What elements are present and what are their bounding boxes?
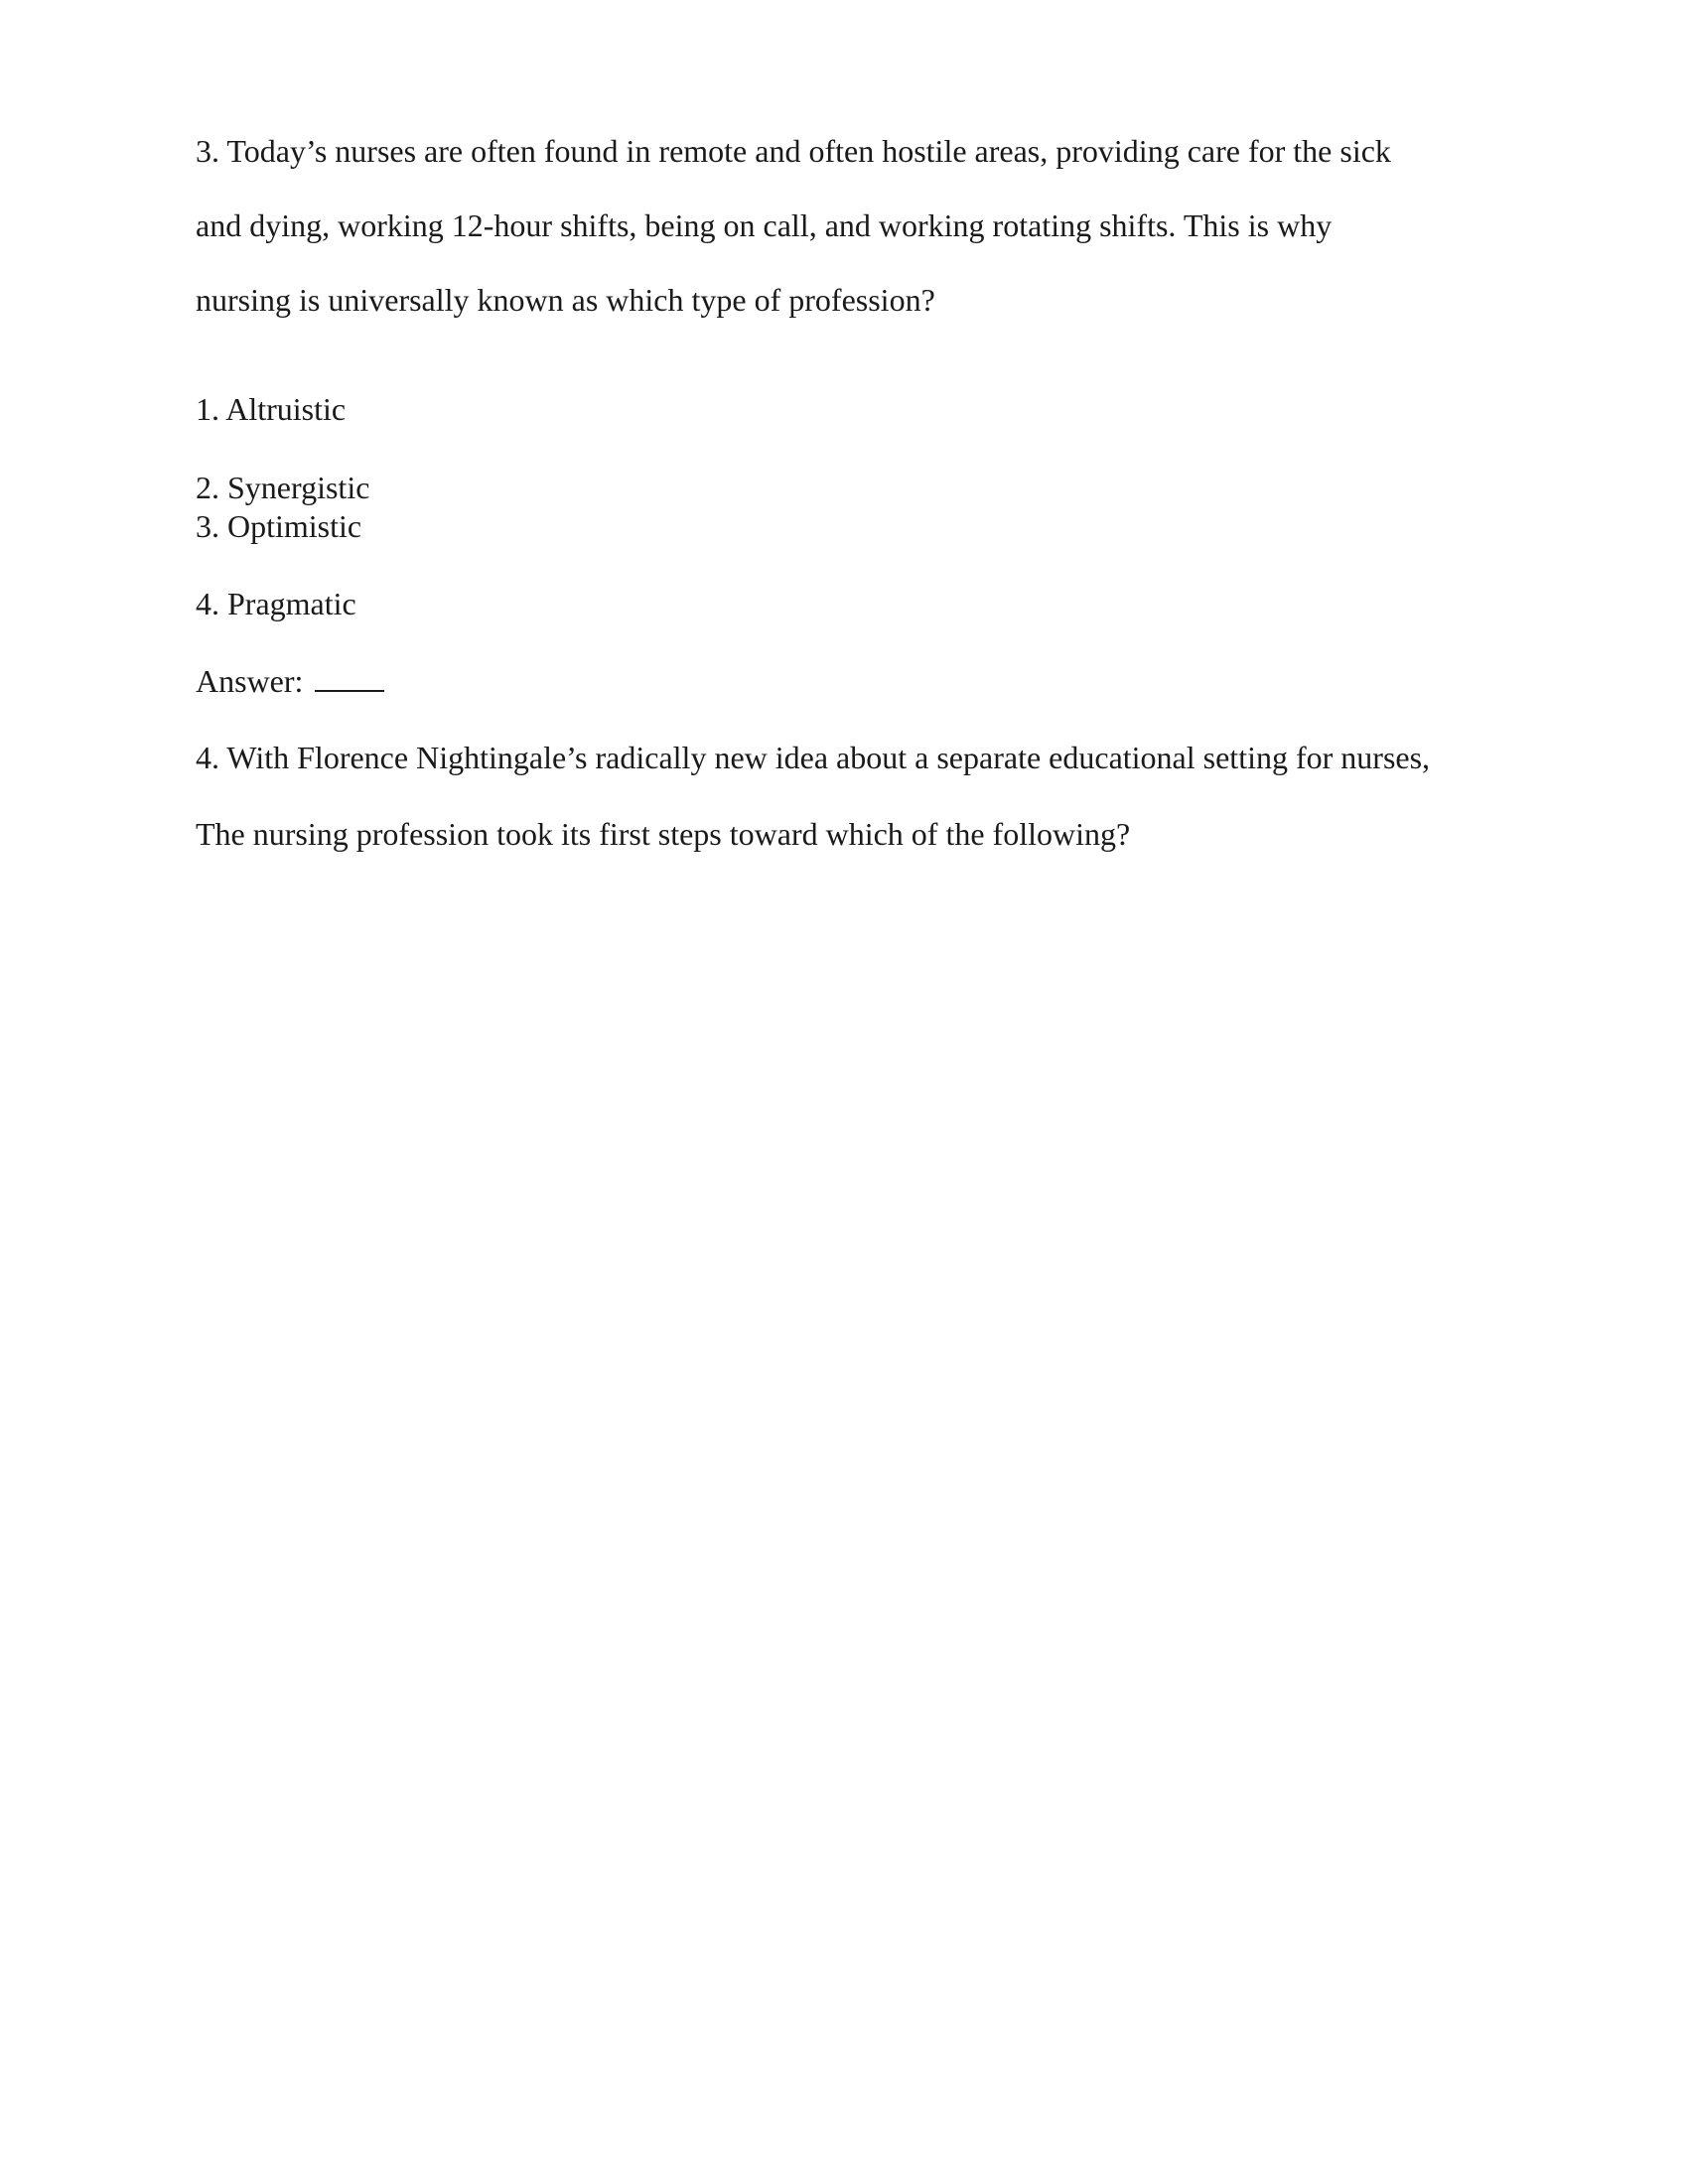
question-3-line-1: 3. Today’s nurses are often found in remote and often hostile areas, providing care for the sick — [196, 133, 1391, 169]
option-synergistic: 2. Synergistic — [196, 470, 370, 505]
option-optimistic: 3. Optimistic — [196, 508, 362, 544]
answer-blank — [315, 664, 384, 692]
option-altruistic: 1. Altruistic — [196, 391, 347, 427]
question-3-line-2: and dying, working 12-hour shifts, being on call, and working rotating shifts. This is why — [196, 207, 1333, 243]
question-4-line-2: The nursing profession took its first steps toward which of the following? — [196, 816, 1131, 852]
question-4-line-1: 4. With Florence Nightingale’s radically new idea about a separate educational setting for nurses, — [196, 740, 1431, 775]
question-3-line-3: nursing is universally known as which type of profession? — [196, 282, 935, 318]
answer-line — [196, 661, 384, 701]
option-pragmatic: 4. Pragmatic — [196, 586, 356, 621]
answer-label: Answer: — [196, 663, 304, 699]
